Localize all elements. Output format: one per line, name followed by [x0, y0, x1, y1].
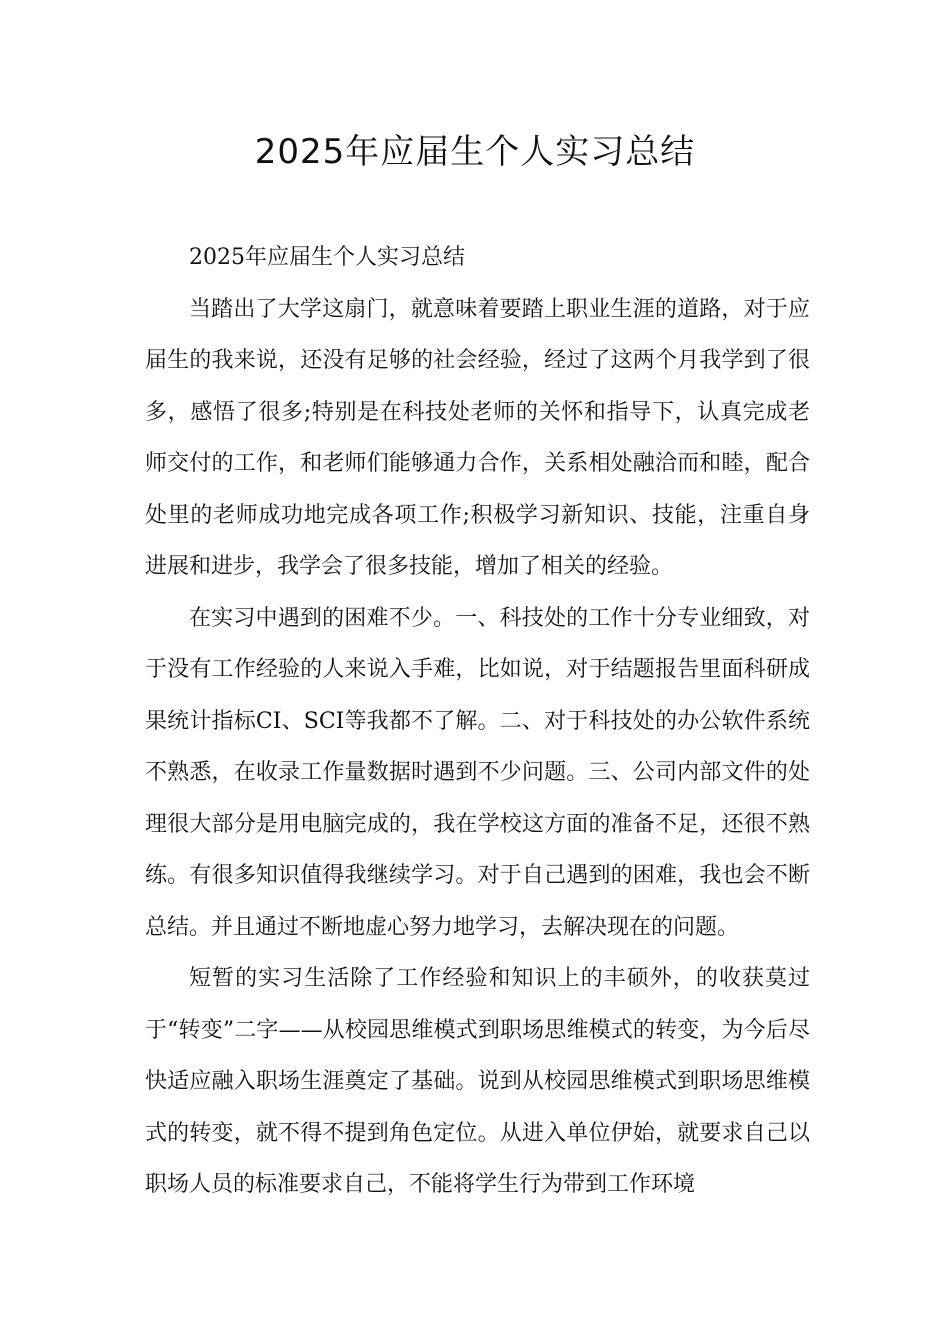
paragraph-intro: 当踏出了大学这扇门，就意味着要踏上职业生涯的道路，对于应届生的我来说，还没有足够的社会经验，经过了这两个月我学到了很多，感悟了很多;特别是在科技处老师的关怀和指导下，认真完成老师交付的工作，和老师们能够通力合作，关系相处融洽而和睦，配合处里的老师成功地完成各项工作;积极学习新知识、技能，注重自身进展和进步，我学会了很多技能，增加了相关的经验。	[145, 296, 810, 579]
document-body	[145, 232, 810, 1211]
paragraph-difficulties: 在实习中遇到的困难不少。一、科技处的工作十分专业细致，对于没有工作经验的人来说入手难，比如说，对于结题报告里面科研成果统计指标CI、SCI等我都不了解。二、对于科技处的办公软件系统不熟悉，在收录工作量数据时遇到不少问题。三、公司内部文件的处理很大部分是用电脑完成的，我在学校这方面的准备不足，还很不熟练。有很多知识值得我继续学习。对于自己遇到的困难，我也会不断总结。并且通过不断地虚心努力地学习，去解决现在的问题。	[145, 605, 810, 940]
document-title: 2025年应届生个人实习总结	[254, 132, 696, 172]
paragraph-transformation: 短暂的实习生活除了工作经验和知识上的丰硕外，的收获莫过于“转变”二字——从校园思维模式到职场思维模式的转变，为今后尽快适应融入职场生涯奠定了基础。说到从校园思维模式到职场思维模式的转变，就不得不提到角色定位。从进入单位伊始，就要求自己以职场人员的标准要求自己，不能将学生行为带到工作环境	[145, 966, 810, 1197]
paragraph-subtitle: 2025年应届生个人实习总结	[189, 245, 465, 270]
